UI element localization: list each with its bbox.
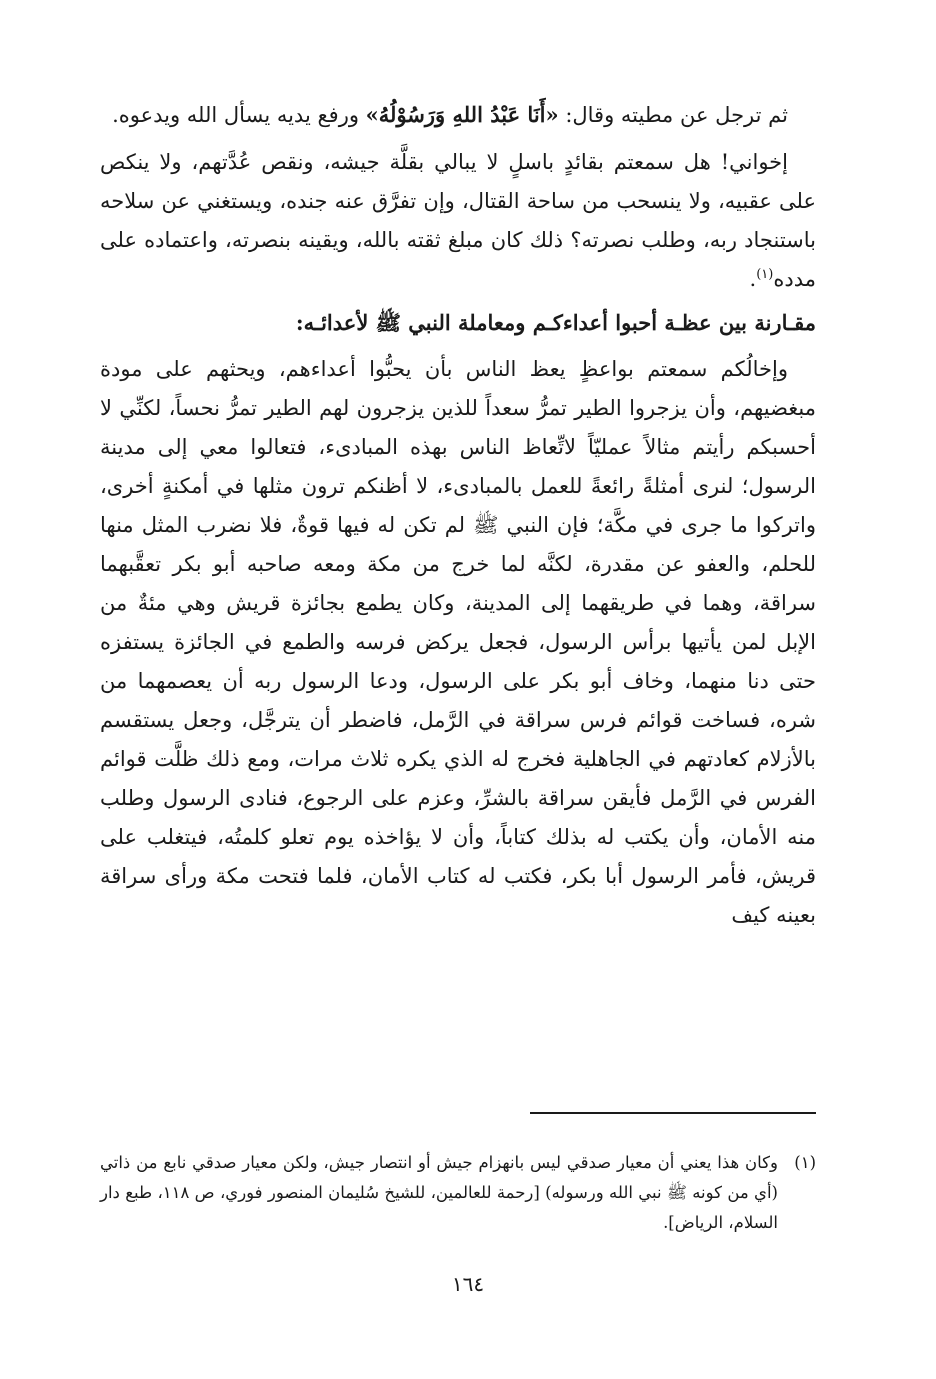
brothers-paragraph-text: إخواني! هل سمعتم بقائدٍ باسلٍ لا يبالي بقلَّة جيشه، ونقص عُدَّتهم، ولا ينكص على عقبيه، ولا ينسحب من ساحة القتال، وإن تفرَّق عنه جنده، ويستغني عن سلاحه باستنجاد ربه، وطلب نصرته؟ ذلك كان مبلغ ثقته بالله، ويقينه بنصرته، واعتماده على مدده bbox=[100, 150, 816, 291]
prophet-quote: «أَنَا عَبْدُ اللهِ وَرَسُوْلُهُ» bbox=[365, 102, 559, 127]
section-heading: مقـارنة بين عظـة أحبوا أعداءكـم ومعاملة النبي ﷺ لأعدائـه: bbox=[295, 310, 816, 335]
footnote-number: (١) bbox=[794, 1153, 816, 1172]
footnote bbox=[100, 1148, 816, 1238]
page-number: ١٦٤ bbox=[451, 1272, 485, 1296]
brothers-paragraph bbox=[100, 143, 816, 299]
footnote-text: وكان هذا يعني أن معيار صدقي ليس بانهزام جيش أو انتصار جيش، ولكن معيار صدقي نابع من ذاتي (أي من كونه ﷺ نبي الله ورسوله) [رحمة للعالمين، للشيخ سُليمان المنصور فوري، ص ١١٨، طبع دار السلام، الرياض]. bbox=[100, 1153, 778, 1232]
body-text bbox=[100, 95, 816, 935]
intro-after-quote: ورفع يديه يسأل الله ويدعوه. bbox=[112, 103, 366, 127]
footnote-divider bbox=[530, 1112, 816, 1114]
footnote-reference[interactable]: (١) bbox=[756, 267, 774, 282]
brothers-paragraph-end: . bbox=[749, 267, 757, 291]
intro-before-quote: ثم ترجل عن مطيته وقال: bbox=[558, 103, 788, 127]
main-paragraph: وإخالُكم سمعتم بواعظٍ يعظ الناس بأن يحبُّوا أعداءهم، ويحثهم على مودة مبغضيهم، وأن يزجروا الطير تمرُّ سعداً للذين يزجرون لهم الطير تمرُّ نحساً، لكنِّي لا أحسبكم رأيتم مثالاً عمليّاً لاتِّعاظ الناس بهذه المبادىء، فتعالوا معي إلى مدينة الرسول؛ لنرى أمثلةً رائعةً للعمل بالمبادىء، لا أظنكم ترون مثلها في أمكنةٍ أخرى، واتركوا ما جرى في مكَّة؛ فإن النبي ﷺ لم تكن له فيها قوةٌ، فلا نضرب المثل منها للحلم، والعفو عن مقدرة، لكنَّه لما خرج من مكة ومعه صاحبه أبو بكر تعقَّبهما سراقة، وهما في طريقهما إلى المدينة، وكان يطمع بجائزة قريش وهي مئةٌ من الإبل لمن يأتيها برأس الرسول، فجعل يركض فرسه والطمع في الجائزة يستفزه حتى دنا منهما، وخاف أبو بكر على الرسول، ودعا الرسول ربه أن يعصمهما من شره، فساخت قوائم فرس سراقة في الرَّمل، فاضطر أن يترجَّل، وجعل يستقسم بالأزلام كعادتهم في الجاهلية فخرج له الذي يكره ثلاث مرات، ومع ذلك ظلَّت قوائم الفرس في الرَّمل فأيقن سراقة بالشرِّ، وعزم على الرجوع، فنادى الرسول وطلب منه الأمان، وأن يكتب له بذلك كتاباً، وأن لا يؤاخذه يوم تعلو كلمتُه، فيتغلب على قريش، فأمر الرسول أبا بكر، فكتب له كتاب الأمان، فلما فتحت مكة ورأى سراقة بعينه كيف bbox=[100, 357, 816, 927]
intro-paragraph bbox=[100, 95, 816, 135]
